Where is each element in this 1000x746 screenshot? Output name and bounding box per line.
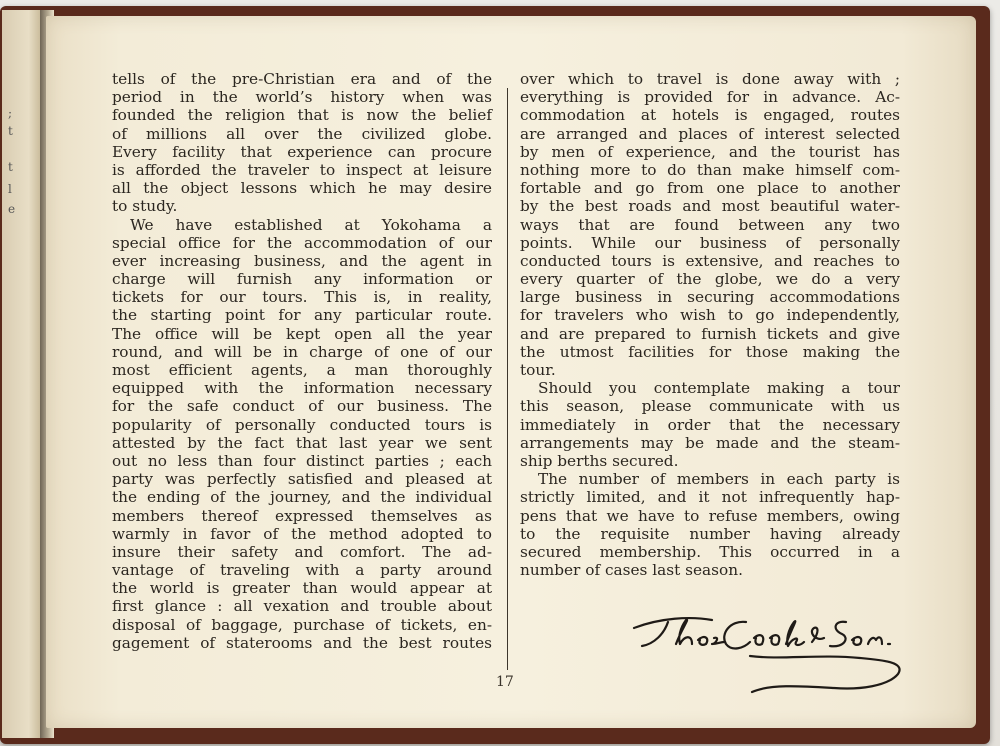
text-line: the ending of the journey, and the individual xyxy=(112,488,492,507)
text-line: arrangements may be made and the steam- xyxy=(520,433,900,452)
text-line: number of cases last season. xyxy=(520,561,743,580)
handwritten-signature xyxy=(620,598,920,708)
left-text-column xyxy=(112,70,492,652)
text-line: party was perfectly satisfied and pleased at xyxy=(112,470,492,489)
text-line: for travelers who wish to go independently, xyxy=(520,306,900,325)
text-line: of millions all over the civilized globe. xyxy=(112,124,492,143)
text-line: the world is greater than would appear at xyxy=(112,579,492,598)
text-line: equipped with the information necessary xyxy=(112,379,492,398)
text-line: The number of members in each party is xyxy=(538,470,900,489)
text-line: all the object lessons which he may desire xyxy=(112,179,492,198)
text-line: by the best roads and most beautiful water- xyxy=(520,197,900,216)
prev-page-glyph: l xyxy=(8,182,12,196)
text-line: special office for the accommodation of our xyxy=(112,233,492,252)
text-line: vantage of traveling with a party around xyxy=(112,561,492,580)
text-line: out no less than four distinct parties ; each xyxy=(112,451,492,470)
text-line: conducted tours is extensive, and reaches to xyxy=(520,251,900,270)
text-line: is afforded the traveler to inspect at leisure xyxy=(112,160,492,179)
text-line: and are prepared to furnish tickets and give xyxy=(520,324,900,343)
text-line: immediately in order that the necessary xyxy=(520,415,900,434)
text-line: nothing more to do than make himself com- xyxy=(520,160,900,179)
text-line: founded the religion that is now the belief xyxy=(112,106,492,125)
text-line: ever increasing business, and the agent in xyxy=(112,251,492,270)
text-line: secured membership. This occurred in a xyxy=(520,542,900,561)
text-line: warmly in favor of the method adopted to xyxy=(112,524,492,543)
prev-page-glyph: t xyxy=(8,124,13,138)
text-line: popularity of personally conducted tours is xyxy=(112,415,492,434)
text-line: for the safe conduct of our business. The xyxy=(112,397,492,416)
text-line: points. While our business of personally xyxy=(520,233,900,252)
right-text-column xyxy=(520,70,900,579)
text-line: tickets for our tours. This is, in reality, xyxy=(112,288,492,307)
text-line: commodation at hotels is engaged, routes xyxy=(520,106,900,125)
text-line: gagement of staterooms and the best routes xyxy=(112,633,492,652)
text-line: members thereof expressed themselves as xyxy=(112,506,492,525)
previous-page-edge xyxy=(2,10,41,738)
page-number: 17 xyxy=(496,674,514,690)
text-line: to study. xyxy=(112,197,178,216)
text-line: tour. xyxy=(520,361,556,379)
text-line: every quarter of the globe, we do a very xyxy=(520,270,900,289)
text-line: disposal of baggage, purchase of tickets, en- xyxy=(112,615,492,634)
prev-page-glyph: ; xyxy=(8,106,13,120)
text-line: ship berths secured. xyxy=(520,451,679,470)
text-line: most efficient agents, a man thoroughly xyxy=(112,361,492,379)
text-line: everything is provided for in advance. Ac- xyxy=(520,88,900,107)
text-line: attested by the fact that last year we sent xyxy=(112,433,492,452)
text-line: by men of experience, and the tourist has xyxy=(520,142,900,161)
column-divider xyxy=(507,88,508,670)
text-line: over which to travel is done away with ; xyxy=(520,70,900,88)
text-line: the utmost facilities for those making the xyxy=(520,342,900,361)
text-line: period in the world’s history when was xyxy=(112,88,492,107)
text-line: round, and will be in charge of one of our xyxy=(112,342,492,361)
text-line: Should you contemplate making a tour xyxy=(538,379,900,398)
text-line: The office will be kept open all the year xyxy=(112,324,492,343)
text-line: first glance : all vexation and trouble about xyxy=(112,597,492,616)
text-line: Every facility that experience can procure xyxy=(112,142,492,161)
text-line: this season, please communicate with us xyxy=(520,397,900,416)
text-line: ways that are found between any two xyxy=(520,215,900,234)
text-line: tells of the pre-Christian era and of the xyxy=(112,70,492,88)
text-line: insure their safety and comfort. The ad- xyxy=(112,542,492,561)
text-line: strictly limited, and it not infrequently hap- xyxy=(520,488,900,507)
prev-page-glyph: e xyxy=(8,202,16,216)
prev-page-glyph: t xyxy=(8,160,13,174)
text-line: the starting point for any particular route. xyxy=(112,306,492,325)
text-line: large business in securing accommodations xyxy=(520,288,900,307)
text-line: to the requisite number having already xyxy=(520,524,900,543)
text-line: are arranged and places of interest selected xyxy=(520,124,900,143)
text-line: charge will furnish any information or xyxy=(112,270,492,289)
text-line: pens that we have to refuse members, owing xyxy=(520,506,900,525)
text-line: We have established at Yokohama a xyxy=(130,215,492,234)
text-line: fortable and go from one place to another xyxy=(520,179,900,198)
